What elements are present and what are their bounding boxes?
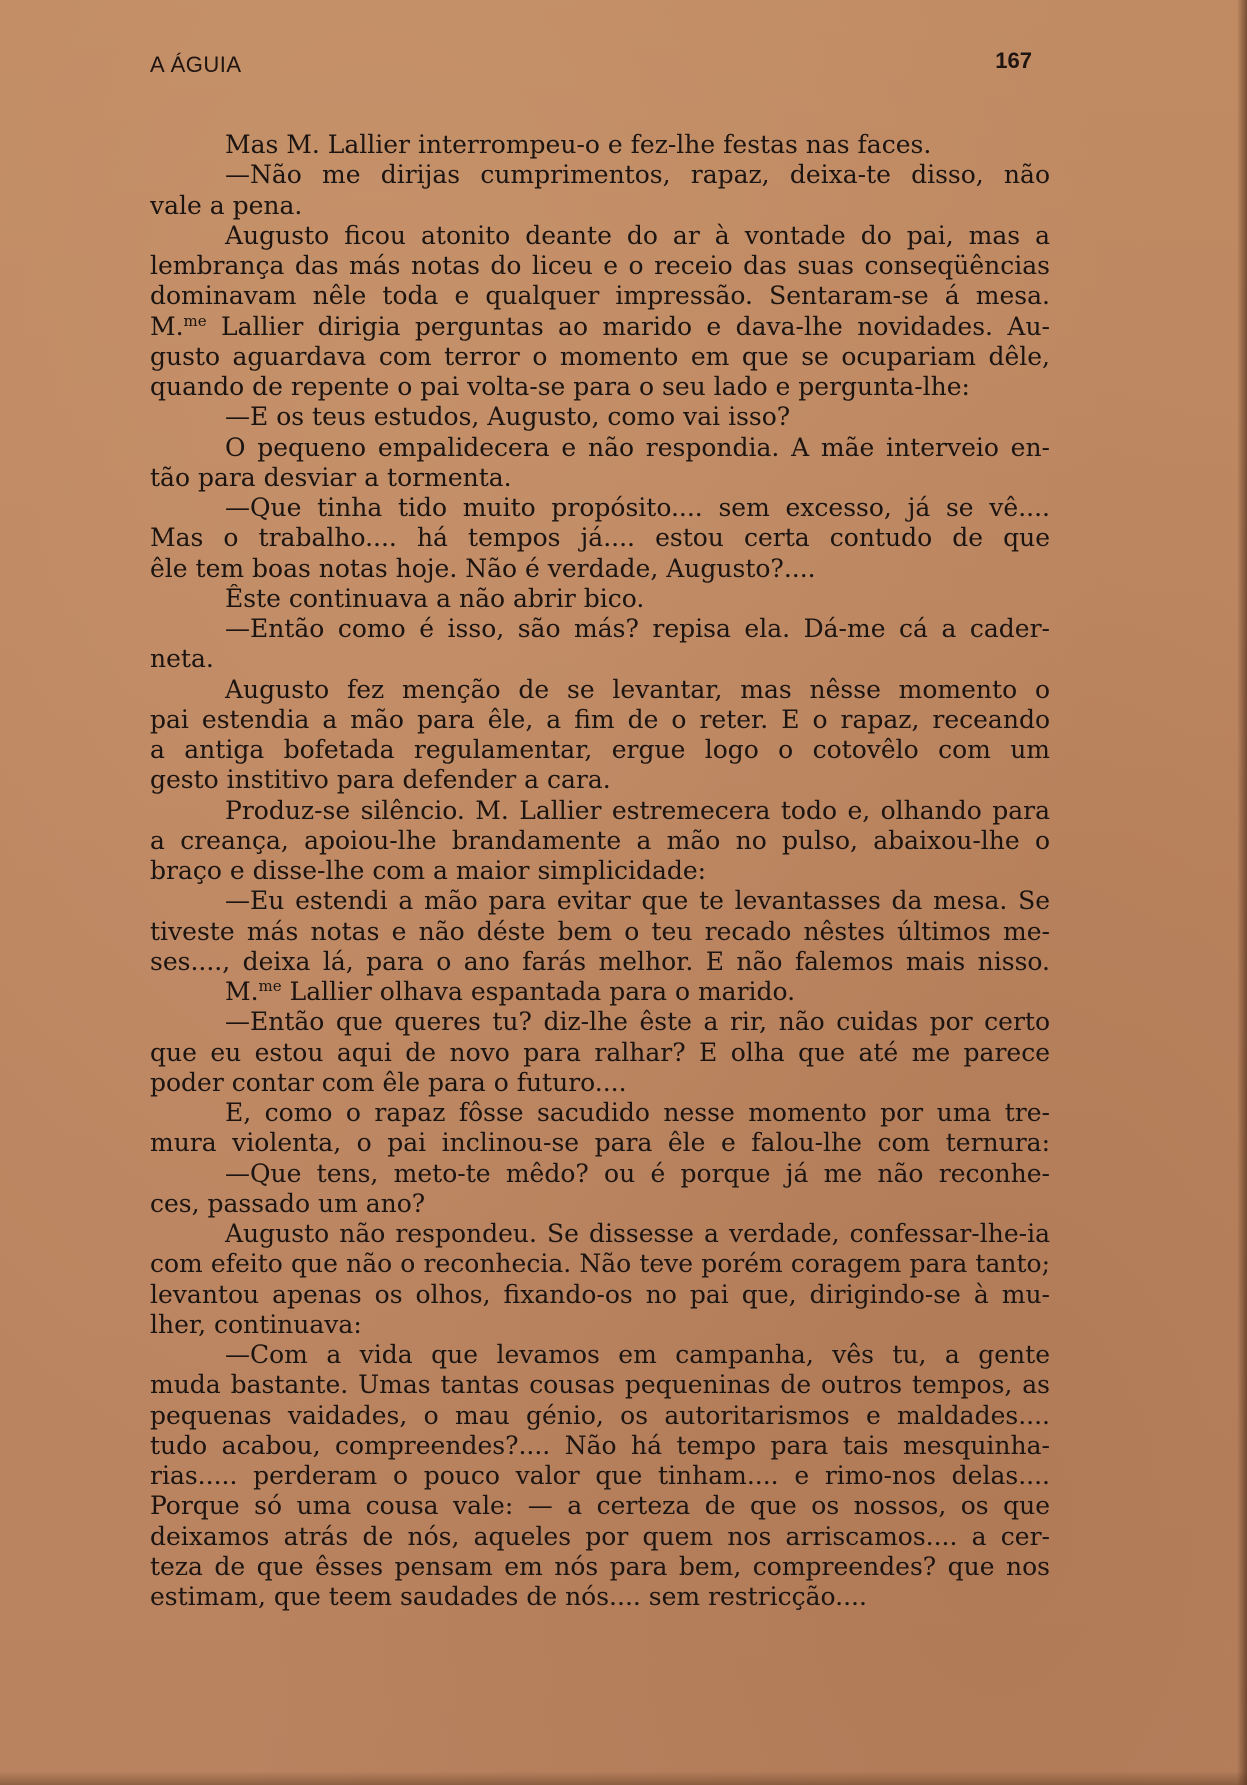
line-text: tão para desviar a tormenta. [150,462,512,492]
line-text: quando de repente o pai volta-se para o seu lado e pergunta-lhe: [150,372,970,401]
text-line [150,826,1050,856]
journal-title: A ÁGUIA [150,52,242,77]
text-line [150,584,1050,614]
line-text: neta. [150,644,214,674]
text-line [150,554,1050,584]
line-text: poder contar com êle para o futuro.... [150,1067,627,1097]
superscript: me [183,311,207,330]
text-line [150,1401,1050,1431]
text-line [150,1461,1050,1491]
line-text: O pequeno empalidecera e não respondia. A mãe interveio en- [225,432,1050,462]
line-text: —Que tens, meto-te mêdo? ou é porque já me não reconhe- [225,1158,1050,1188]
text-line [150,977,1050,1007]
text-line [150,765,1050,795]
text-line [150,463,1050,493]
line-text: pai estendia a mão para êle, a fim de o reter. E o rapaz, receando [150,704,1050,734]
text-line [150,312,1050,342]
line-text: Êste continuava a não abrir bico. [225,583,645,613]
text-line [150,281,1050,311]
text-line [150,1159,1050,1189]
line-text: teza de que êsses pensam em nós para bem, compreendes? que nos [150,1551,1050,1581]
text-line [150,402,1050,432]
text-line [150,1189,1050,1219]
text-line [150,1370,1050,1400]
line-text: —Então como é isso, são más? repisa ela. Dá-me cá a cader- [225,614,1050,643]
text-line [150,523,1050,553]
line-text: com efeito que não o reconhecia. Não teve porém coragem para tanto; [150,1249,1050,1279]
line-text: braço e disse-lhe com a maior simplicidade: [150,856,707,885]
text-line [150,1249,1050,1279]
text-line [150,1280,1050,1310]
text-line [150,191,1050,221]
page-header [150,48,1032,82]
text-line [150,1007,1050,1037]
text-line [150,675,1050,705]
line-text: que eu estou aqui de novo para ralhar? E olha que até me parece [150,1037,1050,1067]
line-text: vale a pena. [150,190,303,220]
line-prefix: M. [150,311,184,341]
text-line [150,342,1050,372]
line-text: Porque só uma cousa vale: — a certeza de que os nossos, os que [150,1491,1050,1521]
text-line [150,1582,1050,1612]
text-line [150,1098,1050,1128]
line-text: gesto institivo para defender a cara. [150,765,611,795]
line-text: êle tem boas notas hoje. Não é verdade, Augusto?.... [150,553,816,583]
line-text: levantou apenas os olhos, fixando-os no pai que, dirigindo-se à mu- [150,1279,1050,1309]
line-text: a creança, apoiou-lhe brandamente a mão no pulso, abaixou-lhe o [150,825,1050,855]
text-line [150,796,1050,826]
text-line [150,1310,1050,1340]
line-text: —Com a vida que levamos em campanha, vês tu, a gente [225,1340,1050,1369]
text-line [150,251,1050,281]
text-line [150,735,1050,765]
text-line [150,705,1050,735]
line-text: estimam, que teem saudades de nós.... sem restricção.... [150,1582,867,1611]
line-text: Augusto não respondeu. Se dissesse a verdade, confessar-lhe-ia [225,1219,1050,1248]
superscript: me [258,977,282,995]
text-line [150,644,1050,674]
body-text [150,130,1050,1612]
text-line [150,947,1050,977]
text-line [150,1552,1050,1582]
line-text: rias..... perderam o pouco valor que tinham.... e rimo-nos delas.... [150,1461,1050,1490]
text-line [150,1491,1050,1521]
page-edge-shadow [1237,0,1247,1785]
line-text: —Eu estendi a mão para evitar que te levantasses da mesa. Se [225,886,1050,916]
text-line [150,493,1050,523]
line-text: Lallier olhava espantada para o marido. [281,977,796,1006]
line-text: ses...., deixa lá, para o ano farás melhor. E não falemos mais nisso. [150,946,1050,976]
line-text: lher, continuava: [150,1309,362,1339]
line-text: Produz-se silêncio. M. Lallier estremecera todo e, olhando para [225,795,1050,825]
text-line [150,917,1050,947]
text-line [150,886,1050,916]
line-text: Augusto fez menção de se levantar, mas nêsse momento o [225,674,1050,704]
line-text: Mas M. Lallier interrompeu-o e fez-lhe festas nas faces. [225,130,932,159]
line-text: tiveste más notas e não déste bem o teu recado nêstes últimos me- [150,916,1050,946]
line-text: dominavam nêle toda e qualquer impressão. Sentaram-se á mesa. [150,281,1050,311]
text-line [150,1522,1050,1552]
line-text: tudo acabou, compreendes?.... Não há tempo para tais mesquinha- [150,1430,1050,1460]
text-line [150,221,1050,251]
line-text: E, como o rapaz fôsse sacudido nesse momento por uma tre- [225,1098,1050,1127]
text-line [150,1340,1050,1370]
text-line [150,856,1050,886]
line-text: lembrança das más notas do liceu e o receio das suas conseqüências [150,251,1050,280]
text-line [150,1128,1050,1158]
line-text: a antiga bofetada regulamentar, ergue logo o cotovêlo com um [150,735,1050,764]
line-text: —Então que queres tu? diz-lhe êste a rir, não cuidas por certo [225,1007,1050,1037]
line-text: gusto aguardava com terror o momento em que se ocupariam dêle, [150,341,1050,371]
line-text: —Não me dirijas cumprimentos, rapaz, deixa-te disso, não [225,160,1050,190]
line-prefix: M. [225,977,259,1006]
page-bottom-shadow [0,1771,1247,1785]
line-text: pequenas vaidades, o mau génio, os autoritarismos e maldades.... [150,1400,1050,1430]
text-line [150,433,1050,463]
line-text: deixamos atrás de nós, aqueles por quem nos arriscamos.... a cer- [150,1521,1050,1551]
text-line [150,1431,1050,1461]
text-line [150,130,1050,160]
text-line [150,1219,1050,1249]
text-line [150,1038,1050,1068]
text-line [150,614,1050,644]
text-line [150,372,1050,402]
line-text: —E os teus estudos, Augusto, como vai isso? [225,402,791,432]
line-text: mura violenta, o pai inclinou-se para êle e falou-lhe com ternura: [150,1128,1050,1158]
line-text: Mas o trabalho.... há tempos já.... estou certa contudo de que [150,523,1050,553]
line-text: —Que tinha tido muito propósito.... sem excesso, já se vê.... [225,493,1050,522]
text-line [150,160,1050,190]
line-text: Lallier dirigia perguntas ao marido e dava-lhe novidades. Au- [206,311,1050,341]
page-number: 167 [995,48,1032,73]
line-text: ces, passado um ano? [150,1188,426,1218]
text-line [150,1068,1050,1098]
line-text: Augusto ficou atonito deante do ar à vontade do pai, mas a [225,220,1050,250]
line-text: muda bastante. Umas tantas cousas pequeninas de outros tempos, as [150,1370,1050,1400]
